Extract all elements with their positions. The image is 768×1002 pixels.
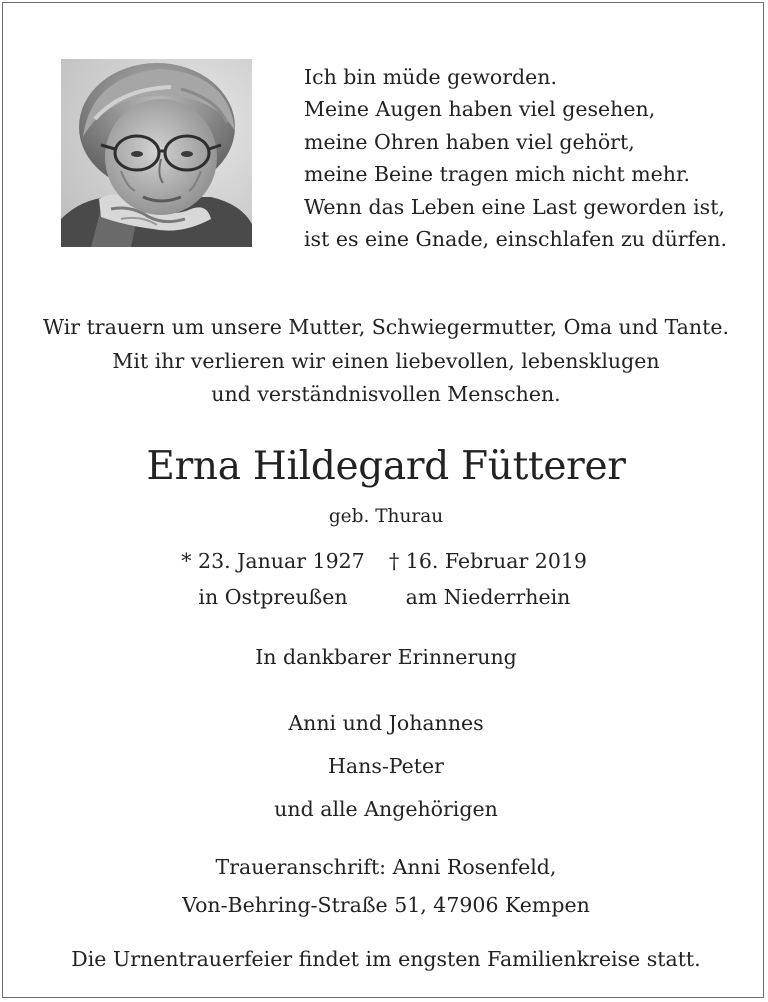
birth-date: * 23. Januar 1927 <box>181 549 365 573</box>
address-line: Traueranschrift: Anni Rosenfeld, <box>215 855 557 879</box>
mourner-entry: Anni und Johannes <box>288 711 484 735</box>
death-place: am Niederrhein <box>405 585 571 609</box>
obituary-notice <box>2 2 764 998</box>
poem-line: ist es eine Gnade, einschlafen zu dürfen. <box>304 227 728 252</box>
portrait-photo <box>61 59 252 247</box>
mourners-list <box>3 702 768 831</box>
birth-place: in Ostpreußen <box>198 585 348 609</box>
mourning-address <box>3 848 768 924</box>
poem <box>304 61 744 255</box>
portrait-image <box>61 59 252 247</box>
birth-info <box>153 543 393 615</box>
poem-line: meine Beine tragen mich nicht mehr. <box>304 162 691 187</box>
poem-line: meine Ohren haben viel gehört, <box>304 129 635 154</box>
intro-line: und verständnisvollen Menschen. <box>211 382 561 406</box>
intro-line: Wir trauern um unsere Mutter, Schwiegermutter, Oma und Tante. <box>42 315 729 339</box>
ceremony-note: Die Urnentrauerfeier findet im engsten Familienkreise statt. <box>71 947 701 971</box>
mourner-entry: Hans-Peter <box>328 754 444 778</box>
mourning-intro <box>3 311 768 412</box>
death-info <box>383 543 593 615</box>
mourner-entry: und alle Angehörigen <box>274 797 498 821</box>
intro-line: Mit ihr verlieren wir einen liebevollen, lebensklugen <box>112 348 660 373</box>
poem-line: Wenn das Leben eine Last geworden ist, <box>304 194 725 219</box>
poem-line: Meine Augen haben viel gesehen, <box>304 97 656 122</box>
deceased-name: Erna Hildegard Fütterer <box>146 444 626 489</box>
poem-line: Ich bin müde geworden. <box>304 65 558 89</box>
maiden-name: geb. Thurau <box>328 506 444 527</box>
address-line: Von-Behring-Straße 51, 47906 Kempen <box>182 893 590 917</box>
memory-line: In dankbarer Erinnerung <box>255 645 517 669</box>
death-date: † 16. Februar 2019 <box>389 549 587 573</box>
